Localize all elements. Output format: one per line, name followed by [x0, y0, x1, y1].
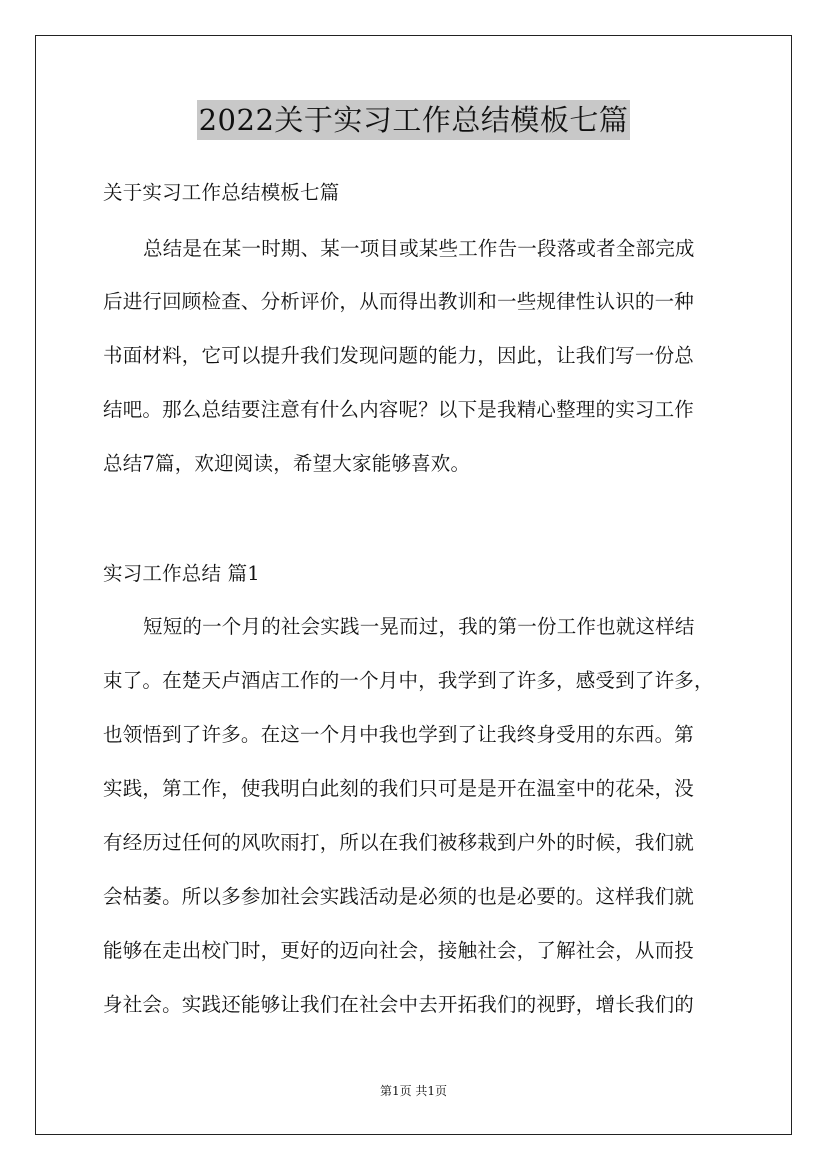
intro-line: 结吧。那么总结要注意有什么内容呢？以下是我精心整理的实习工作 [103, 398, 695, 421]
intro-line: 书面材料，它可以提升我们发现问题的能力，因此，让我们写一份总 [103, 344, 695, 367]
intro-line: 总结7篇，欢迎阅读，希望大家能够喜欢。 [103, 452, 471, 475]
document-subtitle: 关于实习工作总结模板七篇 [103, 181, 340, 204]
intro-line: 后进行回顾检查、分析评价，从而得出教训和一些规律性认识的一种 [103, 290, 695, 313]
section-line: 也领悟到了许多。在这一个月中我也学到了让我终身受用的东西。第 [103, 723, 695, 746]
section-line: 能够在走出校门时，更好的迈向社会，接触社会，了解社会，从而投 [103, 939, 695, 962]
title-container [0, 100, 827, 140]
section-line: 束了。在楚天卢酒店工作的一个月中，我学到了许多，感受到了许多， [103, 669, 714, 692]
document-title: 2022关于实习工作总结模板七篇 [197, 100, 631, 140]
section-line: 有经历过任何的风吹雨打，所以在我们被移栽到户外的时候，我们就 [103, 831, 695, 854]
page-number: 第1页 共1页 [379, 1084, 448, 1098]
section-heading: 实习工作总结 篇1 [103, 562, 260, 585]
section-line: 实践，第工作，使我明白此刻的我们只可是是开在温室中的花朵，没 [103, 777, 695, 800]
intro-line: 总结是在某一时期、某一项目或某些工作告一段落或者全部完成 [143, 237, 695, 260]
section-line: 会枯萎。所以多参加社会实践活动是必须的也是必要的。这样我们就 [103, 885, 695, 908]
section-line: 身社会。实践还能够让我们在社会中去开拓我们的视野，增长我们的 [103, 993, 695, 1016]
section-line: 短短的一个月的社会实践一晃而过，我的第一份工作也就这样结 [143, 615, 695, 638]
